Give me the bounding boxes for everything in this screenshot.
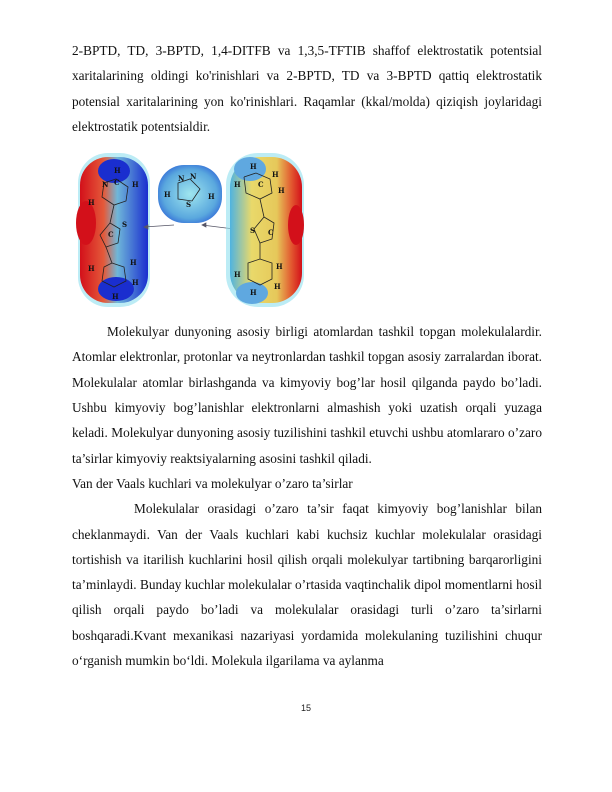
- atom-label: H: [132, 278, 139, 288]
- page-number: 15: [300, 703, 311, 713]
- left-molecule: [76, 153, 150, 307]
- atom-label: S: [250, 226, 256, 236]
- middle-molecule: [158, 165, 222, 223]
- atom-label: H: [164, 190, 171, 200]
- atom-label: S: [122, 220, 128, 230]
- atom-label: N: [178, 174, 185, 184]
- atom-label: H: [234, 270, 241, 280]
- body-paragraph-1: Molekulyar dunyoning asosiy birligi atomlardan tashkil topgan molekulalardir. Atomlar elektronlar, protonlar va neytronlardan tashkil topgan asosiy zarralardan iborat. Molekulalar atomlar birlashganda va kimyoviy bog’lar hosil qilganda paydo bo’ladi. Ushbu kimyoviy bog’lanishlar elektronlarni almashish yoki uzatish orqali yuzaga keladi. Molekulyar dunyoning asosiy tuzilishini tashkil etuvchi ushbu atomlararo o’zaro ta’sirlar kimyoviy reaktsiyalarning asosini tashkil qiladi.: [72, 324, 542, 466]
- document-page: [72, 38, 542, 673]
- right-molecule: [226, 153, 304, 307]
- atom-label: H: [272, 170, 279, 180]
- atom-label: H: [274, 282, 281, 292]
- atom-label: H: [132, 180, 139, 190]
- atom-label: S: [186, 200, 192, 210]
- interaction-arrows: [144, 223, 234, 229]
- body-paragraph-2: Molekulalar orasidagi o’zaro ta’sir faqat kimyoviy bog’lanishlar bilan cheklanmaydi. Van der Vaals kuchlari kabi kuchsiz kuchlar molekulalar orasidagi tortishish va itarilish kuchlarini hosil qilish orqali molekulyar tartibning barqarorligini ta’minlaydi. Bunday kuchlar molekulalar o’rtasida vaqtinchalik dipol momentlarni hosil qilish orqali paydo bo’ladi va molekulalar orasidagi turli o’zaro ta’sirlarni boshqaradi.Kvant mexanikasi nazariyasi yordamida molekulaning tuzilishini chuqur o‘rganish mumkin bo‘ldi. Molekula ilgarilama va aylanma: [72, 501, 542, 669]
- atom-label: C: [258, 180, 264, 190]
- atom-label: H: [130, 258, 137, 268]
- atom-label: H: [278, 186, 285, 196]
- atom-label: H: [112, 292, 119, 302]
- atom-label: H: [250, 162, 257, 172]
- atom-label: H: [208, 192, 215, 202]
- electrostatic-potential-figure: [74, 143, 314, 311]
- atom-label: H: [234, 180, 241, 190]
- atom-label: H: [88, 198, 95, 208]
- atom-label: C: [114, 178, 120, 188]
- atom-label: H: [114, 166, 121, 176]
- intro-paragraph: 2-BPTD, TD, 3-BPTD, 1,4-DITFB va 1,3,5-TFTIB shaffof elektrostatik potentsial xaritalarining oldingi ko'rinishlari va 2-BPTD, TD va 3-BPTD qattiq elektrostatik potensial xaritalarining yon ko'rinishlari. Raqamlar (kkal/molda) qiziqish joylaridagi elektrostatik potentsialdir.: [72, 43, 542, 134]
- section-heading: Van der Vaals kuchlari va molekulyar o’zaro ta’sirlar: [72, 475, 353, 491]
- atom-label: C: [108, 230, 114, 240]
- atom-label: N: [102, 180, 109, 190]
- atom-label: H: [276, 262, 283, 272]
- esp-maps-image: [74, 143, 314, 311]
- atom-label: N: [190, 172, 197, 182]
- atom-label: C: [268, 228, 274, 238]
- atom-label: H: [88, 264, 95, 274]
- atom-label: H: [250, 288, 257, 298]
